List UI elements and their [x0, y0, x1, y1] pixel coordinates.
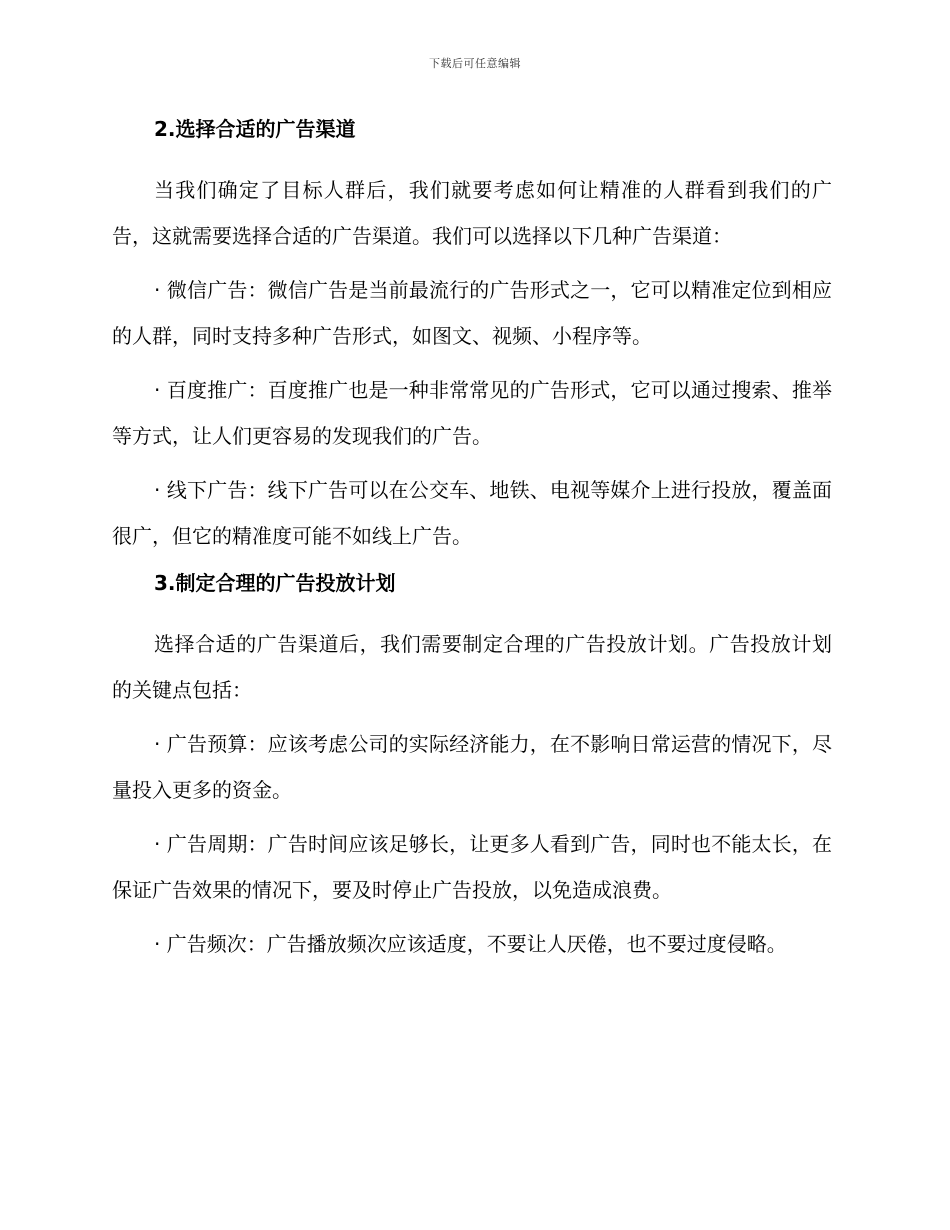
- section-ad-plan: [112, 567, 832, 967]
- body-paragraph: 选择合适的广告渠道后，我们需要制定合理的广告投放计划。广告投放计划的关键点包括：: [112, 632, 832, 702]
- bullet-item-ad-budget: · 广告预算：应该考虑公司的实际经济能力，在不影响日常运营的情况下，尽量投入更多的资金。: [112, 732, 832, 802]
- bullet-item-baidu-promotion: · 百度推广：百度推广也是一种非常常见的广告形式，它可以通过搜索、推举等方式，让人们更容易的发现我们的广告。: [112, 378, 832, 448]
- page-header: 下载后可任意编辑: [429, 57, 521, 70]
- bullet-item-wechat-ads: · 微信广告：微信广告是当前最流行的广告形式之一，它可以精准定位到相应的人群，同时支持多种广告形式，如图文、视频、小程序等。: [112, 278, 832, 348]
- bullet-item-offline-ads: · 线下广告：线下广告可以在公交车、地铁、电视等媒介上进行投放，覆盖面很广，但它的精准度可能不如线上广告。: [112, 478, 832, 548]
- body-paragraph: 当我们确定了目标人群后，我们就要考虑如何让精准的人群看到我们的广告，这就需要选择合适的广告渠道。我们可以选择以下几种广告渠道：: [112, 178, 832, 248]
- section-heading: 3.制定合理的广告投放计划: [154, 571, 396, 595]
- section-ad-channels: [112, 113, 832, 559]
- bullet-item-ad-cycle: · 广告周期：广告时间应该足够长，让更多人看到广告，同时也不能太长，在保证广告效果的情况下，要及时停止广告投放，以免造成浪费。: [112, 832, 832, 902]
- bullet-item-ad-frequency: · 广告频次：广告播放频次应该适度，不要让人厌倦，也不要过度侵略。: [154, 932, 787, 956]
- section-heading: 2.选择合适的广告渠道: [154, 117, 356, 141]
- document-body: [112, 113, 832, 975]
